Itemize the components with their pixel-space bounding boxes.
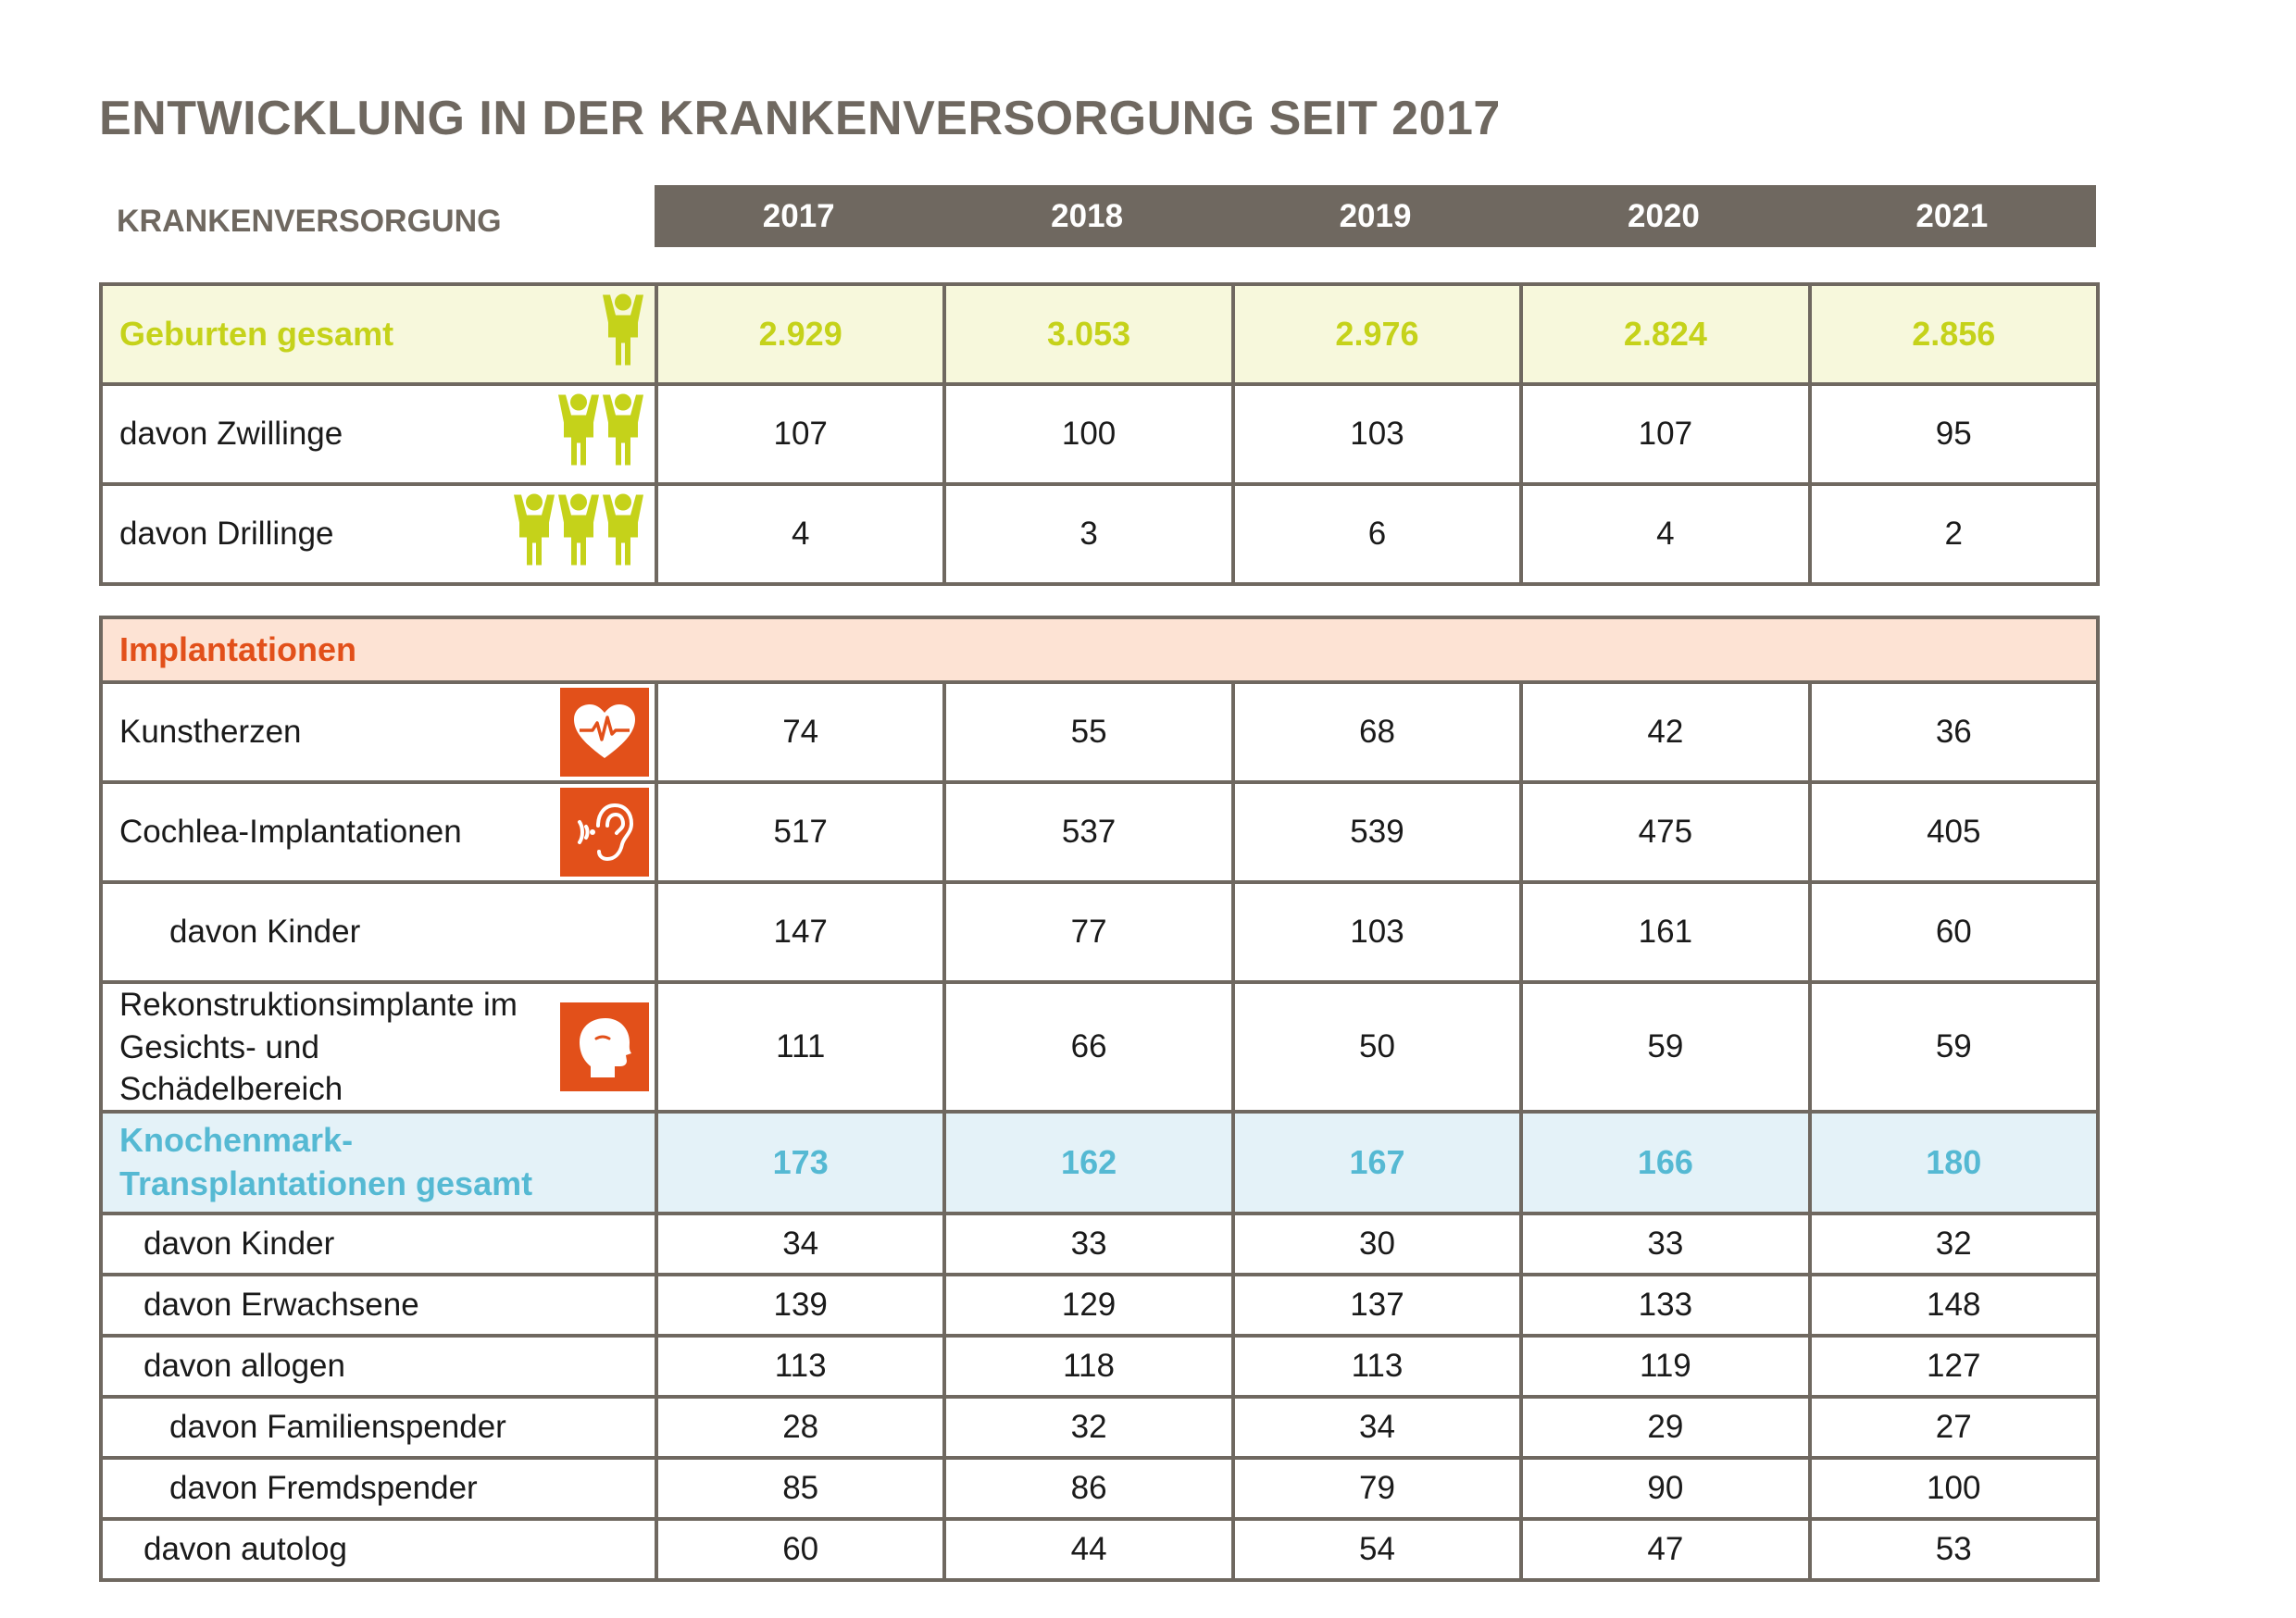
row-label-cell: [101, 1397, 656, 1458]
value-cell: 139: [656, 1275, 944, 1336]
row-label-cell: [101, 682, 656, 782]
value-cell: 137: [1233, 1275, 1521, 1336]
value-cell: 100: [1810, 1458, 2098, 1519]
value-cell: 167: [1233, 1112, 1521, 1214]
table-row: [101, 1519, 2098, 1580]
value-cell: 33: [944, 1214, 1232, 1275]
row-label: Cochlea-Implantationen: [119, 814, 462, 851]
value-cell: 539: [1233, 782, 1521, 882]
value-cell: 86: [944, 1458, 1232, 1519]
value-cell: 148: [1810, 1275, 2098, 1336]
row-label-cell: [101, 882, 656, 982]
value-cell: 537: [944, 782, 1232, 882]
value-cell: 4: [656, 484, 944, 584]
value-cell: 59: [1521, 982, 1809, 1113]
value-cell: 90: [1521, 1458, 1809, 1519]
ear-sound-icon: [560, 788, 649, 877]
twins-icon: [553, 393, 649, 476]
row-label-cell: [101, 1275, 656, 1336]
value-cell: 60: [1810, 882, 2098, 982]
value-cell: 50: [1233, 982, 1521, 1113]
row-label: Rekonstruktionsimplante im Gesichts- und Schädelbereich: [119, 987, 518, 1107]
year-header: 2018: [1051, 198, 1124, 234]
value-cell: 147: [656, 882, 944, 982]
row-label: Kunstherzen: [119, 714, 302, 751]
year-header: 2017: [762, 198, 835, 234]
value-cell: 36: [1810, 682, 2098, 782]
row-label-cell: [101, 1112, 656, 1214]
row-label-cell: [101, 782, 656, 882]
value-cell: 85: [656, 1458, 944, 1519]
value-cell: 113: [656, 1336, 944, 1397]
triplets-icon: [508, 493, 649, 576]
row-label: Geburten gesamt: [119, 314, 394, 353]
value-cell: 28: [656, 1397, 944, 1458]
value-cell: 111: [656, 982, 944, 1113]
year-header: 2021: [1915, 198, 1989, 234]
value-cell: 180: [1810, 1112, 2098, 1214]
value-cell: 4: [1521, 484, 1809, 584]
table-row: [101, 384, 2098, 484]
section-header-row: [101, 617, 2098, 682]
row-label-cell: [101, 1214, 656, 1275]
value-cell: 30: [1233, 1214, 1521, 1275]
value-cell: 53: [1810, 1519, 2098, 1580]
value-cell: 475: [1521, 782, 1809, 882]
year-header-bar: [655, 185, 2096, 247]
implants-table: [99, 616, 2100, 1114]
value-cell: 6: [1233, 484, 1521, 584]
table-row: [101, 1112, 2098, 1214]
value-cell: 95: [1810, 384, 2098, 484]
value-cell: 32: [944, 1397, 1232, 1458]
row-label: davon Kinder: [144, 1226, 335, 1263]
column-header-label: KRANKENVERSORGUNG: [117, 204, 502, 239]
row-label-cell: [101, 284, 656, 384]
table-row: [101, 882, 2098, 982]
table-row: [101, 1336, 2098, 1397]
row-label: davon Zwillinge: [119, 416, 343, 453]
value-cell: 173: [656, 1112, 944, 1214]
value-cell: 66: [944, 982, 1232, 1113]
row-label: Knochenmark-Transplantationen gesamt: [119, 1121, 533, 1202]
value-cell: 79: [1233, 1458, 1521, 1519]
births-table: [99, 282, 2100, 586]
table-row: [101, 982, 2098, 1113]
value-cell: 60: [656, 1519, 944, 1580]
row-label: davon Fremdspender: [169, 1470, 478, 1507]
year-header: 2020: [1627, 198, 1700, 234]
value-cell: 2.824: [1521, 284, 1809, 384]
value-cell: 166: [1521, 1112, 1809, 1214]
value-cell: 68: [1233, 682, 1521, 782]
table-row: [101, 682, 2098, 782]
value-cell: 133: [1521, 1275, 1809, 1336]
row-label: davon Erwachsene: [144, 1287, 419, 1324]
row-label-cell: [101, 1458, 656, 1519]
value-cell: 29: [1521, 1397, 1809, 1458]
value-cell: 27: [1810, 1397, 2098, 1458]
value-cell: 119: [1521, 1336, 1809, 1397]
row-label-cell: [101, 982, 656, 1113]
row-label: davon autolog: [144, 1531, 347, 1568]
table-row: [101, 284, 2098, 384]
row-label-cell: [101, 1519, 656, 1580]
table-row: [101, 1214, 2098, 1275]
table-row: [101, 782, 2098, 882]
value-cell: 129: [944, 1275, 1232, 1336]
value-cell: 2: [1810, 484, 2098, 584]
value-cell: 127: [1810, 1336, 2098, 1397]
year-header: 2019: [1339, 198, 1412, 234]
value-cell: 517: [656, 782, 944, 882]
value-cell: 77: [944, 882, 1232, 982]
value-cell: 103: [1233, 882, 1521, 982]
value-cell: 3: [944, 484, 1232, 584]
page-title: ENTWICKLUNG IN DER KRANKENVERSORGUNG SEIT 2017: [99, 92, 1501, 145]
table-row: [101, 1275, 2098, 1336]
row-label-cell: [101, 1336, 656, 1397]
value-cell: 34: [656, 1214, 944, 1275]
value-cell: 118: [944, 1336, 1232, 1397]
value-cell: 113: [1233, 1336, 1521, 1397]
value-cell: 59: [1810, 982, 2098, 1113]
value-cell: 103: [1233, 384, 1521, 484]
value-cell: 33: [1521, 1214, 1809, 1275]
row-label: davon Familienspender: [169, 1409, 506, 1446]
value-cell: 2.856: [1810, 284, 2098, 384]
value-cell: 107: [656, 384, 944, 484]
value-cell: 34: [1233, 1397, 1521, 1458]
table-row: [101, 1458, 2098, 1519]
value-cell: 405: [1810, 782, 2098, 882]
row-label: davon allogen: [144, 1348, 345, 1385]
value-cell: 3.053: [944, 284, 1232, 384]
value-cell: 55: [944, 682, 1232, 782]
table-row: [101, 1397, 2098, 1458]
value-cell: 42: [1521, 682, 1809, 782]
table-row: [101, 484, 2098, 584]
value-cell: 107: [1521, 384, 1809, 484]
head-profile-icon: [560, 1002, 649, 1091]
value-cell: 47: [1521, 1519, 1809, 1580]
row-label: davon Kinder: [169, 914, 361, 951]
value-cell: 74: [656, 682, 944, 782]
bone-marrow-table: [99, 1110, 2100, 1582]
row-label-cell: [101, 484, 656, 584]
row-label-cell: [101, 384, 656, 484]
value-cell: 2.929: [656, 284, 944, 384]
value-cell: 2.976: [1233, 284, 1521, 384]
single-child-icon: [597, 293, 649, 376]
value-cell: 100: [944, 384, 1232, 484]
value-cell: 161: [1521, 882, 1809, 982]
row-label: davon Drillinge: [119, 516, 334, 553]
heart-pulse-icon: [560, 688, 649, 777]
value-cell: 44: [944, 1519, 1232, 1580]
value-cell: 54: [1233, 1519, 1521, 1580]
value-cell: 162: [944, 1112, 1232, 1214]
value-cell: 32: [1810, 1214, 2098, 1275]
section-title: Implantationen: [101, 617, 2098, 682]
